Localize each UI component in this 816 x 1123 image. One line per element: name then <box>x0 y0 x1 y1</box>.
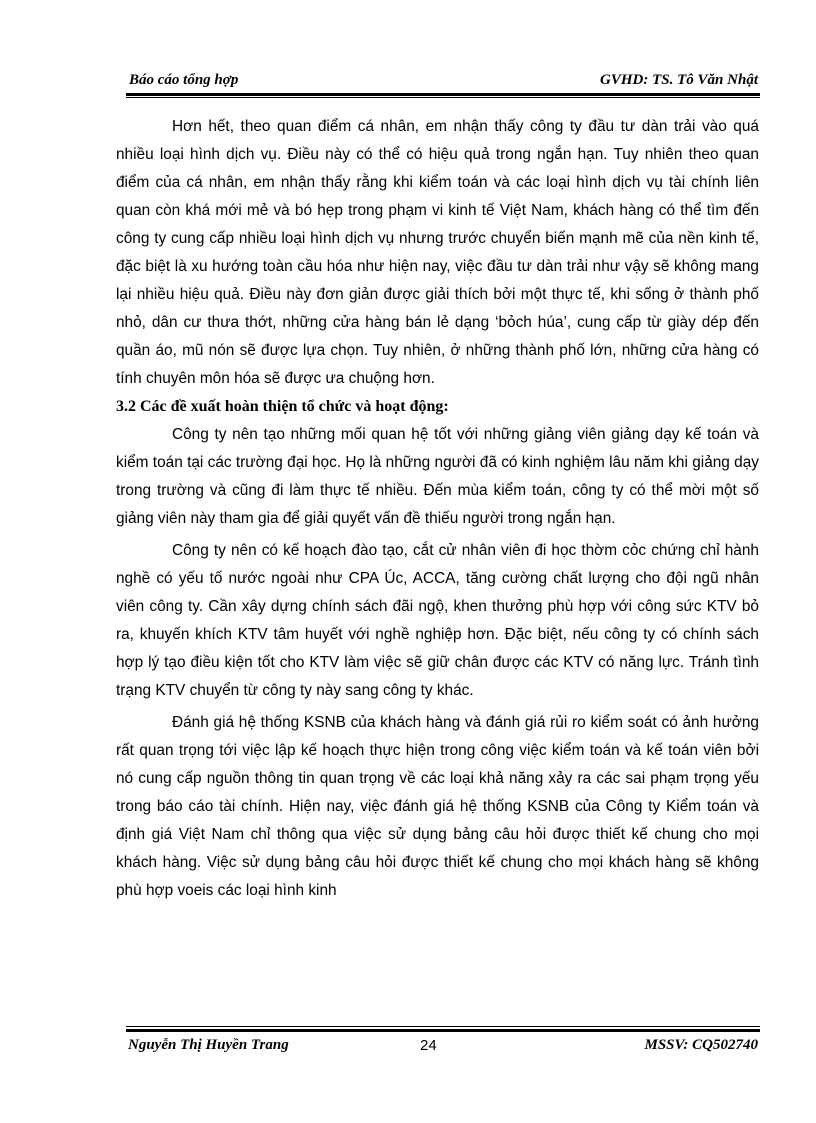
header-report-title: Báo cáo tổng hợp <box>129 72 239 88</box>
footer-rule-thin <box>126 1026 760 1027</box>
page-header <box>126 72 760 94</box>
header-supervisor: GVHD: TS. Tô Văn Nhật <box>600 72 758 88</box>
footer-student-id: MSSV: CQ502740 <box>644 1037 758 1053</box>
section-heading: 3.2 Các đề xuất hoàn thiện tổ chức và hoạt động: <box>116 398 449 415</box>
footer-author: Nguyễn Thị Huyền Trang <box>128 1037 289 1053</box>
header-rule-thin <box>126 97 760 98</box>
paragraph-3: Công ty nên có kế hoạch đào tạo, cắt cử nhân viên đi học thờm cỏc chứng chỉ hành nghề có yếu tố nước ngoài như CPA Úc, ACCA, tăng cường chất lượng cho đội ngũ nhân viên công ty. Cần xây dựng chính sách đãi ngộ, khen thưởng phù hợp với công sức KTV bỏ ra, khuyến khích KTV tâm huyết với nghề nghiệp hơn. Đặc biệt, nếu công ty có chính sách hợp lý tạo điều kiện tốt cho KTV làm việc sẽ giữ chân được các KTV có năng lực. Tránh tình trạng KTV chuyển từ công ty này sang công ty khác. <box>116 542 759 699</box>
paragraph-4: Đánh giá hệ thống KSNB của khách hàng và đánh giá rủi ro kiểm soát có ảnh hưởng rất quan trọng tới việc lập kế hoạch thực hiện trong công việc kiểm toán và kế toán viên bởi nó cung cấp nguồn thông tin quan trọng về các loại khả năng xảy ra các sai phạm trọng yếu trong báo cáo tài chính. Hiện nay, việc đánh giá hệ thống KSNB của Công ty Kiểm toán và định giá Việt Nam chỉ thông qua việc sử dụng bảng câu hỏi được thiết kế chung cho mọi khách hàng. Việc sử dụng bảng câu hỏi được thiết kế chung cho mọi khách hàng sẽ không phù hợp voeis các loại hình kinh <box>116 714 759 899</box>
paragraph-1: Hơn hết, theo quan điểm cá nhân, em nhận thấy công ty đầu tư dàn trải vào quá nhiều loại hình dịch vụ. Điều này có thể có hiệu quả trong ngắn hạn. Tuy nhiên theo quan điểm của cá nhân, em nhận thấy rằng khi kiểm toán và các loại hình dịch vụ tài chính liên quan còn khá mới mẻ và bó hẹp trong phạm vi kinh tế Việt Nam, khách hàng có thể tìm đến công ty cung cấp nhiều loại hình dịch vụ nhưng trước chuyển biến mạnh mẽ của nền kinh tế, đặc biệt là xu hướng toàn cầu hóa như hiện nay, việc đầu tư dàn trải như vậy sẽ không mang lại nhiều hiệu quả. Điều này đơn giản được giải thích bởi một thực tế, khi sống ở thành phố nhỏ, dân cư thưa thớt, những cửa hàng bán lẻ dạng ‘bỏch húa’, cung cấp từ giày dép đến quần áo, mũ nón sẽ được lựa chọn. Tuy nhiên, ở những thành phố lớn, những cửa hàng có tính chuyên môn hóa sẽ được ưa chuộng hơn. <box>116 118 759 387</box>
footer-rule-thick <box>126 1029 760 1032</box>
page-footer <box>126 1037 760 1059</box>
paragraph-2: Công ty nên tạo những mối quan hệ tốt với những giảng viên giảng dạy kế toán và kiểm toán tại các trường đại học. Họ là những người đã có kinh nghiệm lâu năm khi giảng dạy trong trường và cũng đi làm thực tế nhiều. Đến mùa kiểm toán, công ty có thể mời một số giảng viên này tham gia để giải quyết vấn đề thiếu người trong ngắn hạn. <box>116 426 759 527</box>
page-number: 24 <box>420 1037 437 1054</box>
page-body <box>116 113 759 905</box>
header-rule-thick <box>126 93 760 96</box>
